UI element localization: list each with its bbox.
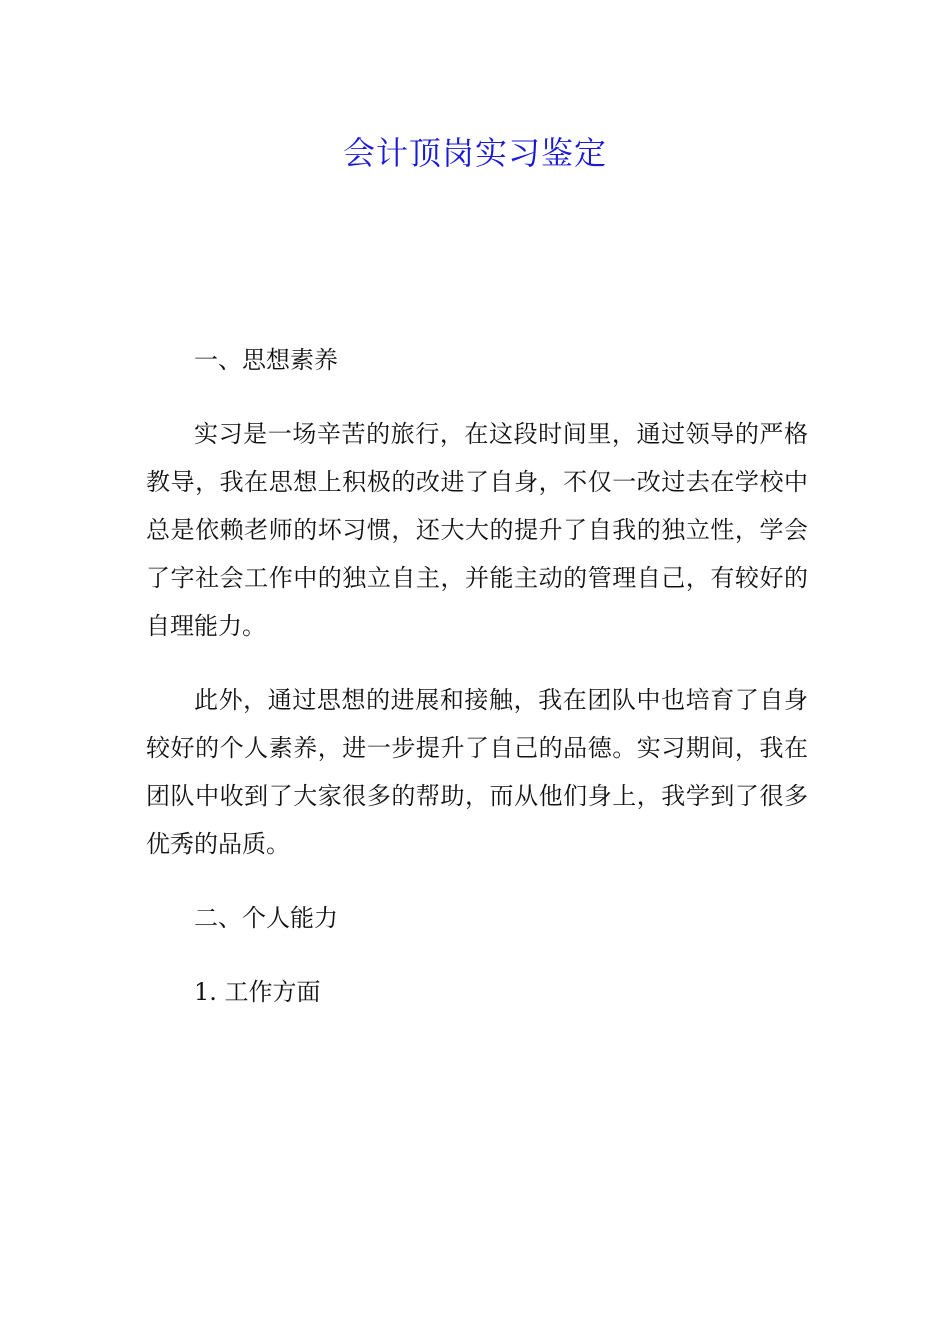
section-heading-thought: 一、思想素养	[194, 346, 338, 374]
paragraph-team: 此外，通过思想的进展和接触，我在团队中也培育了自身较好的个人素养，进一步提升了自己的品德。实习期间，我在团队中收到了大家很多的帮助，而从他们身上，我学到了很多优秀的品质。	[146, 686, 808, 858]
subsection-heading-work: 1. 工作方面	[194, 978, 321, 1006]
document-title: 会计顶岗实习鉴定	[342, 134, 607, 172]
document-body	[146, 336, 808, 1042]
paragraph-internship: 实习是一场辛苦的旅行，在这段时间里，通过领导的严格教导，我在思想上积极的改进了自身，不仅一改过去在学校中总是依赖老师的坏习惯，还大大的提升了自我的独立性，学会了字社会工作中的独立自主，并能主动的管理自己，有较好的自理能力。	[146, 420, 808, 640]
section-heading-ability: 二、个人能力	[194, 904, 338, 932]
